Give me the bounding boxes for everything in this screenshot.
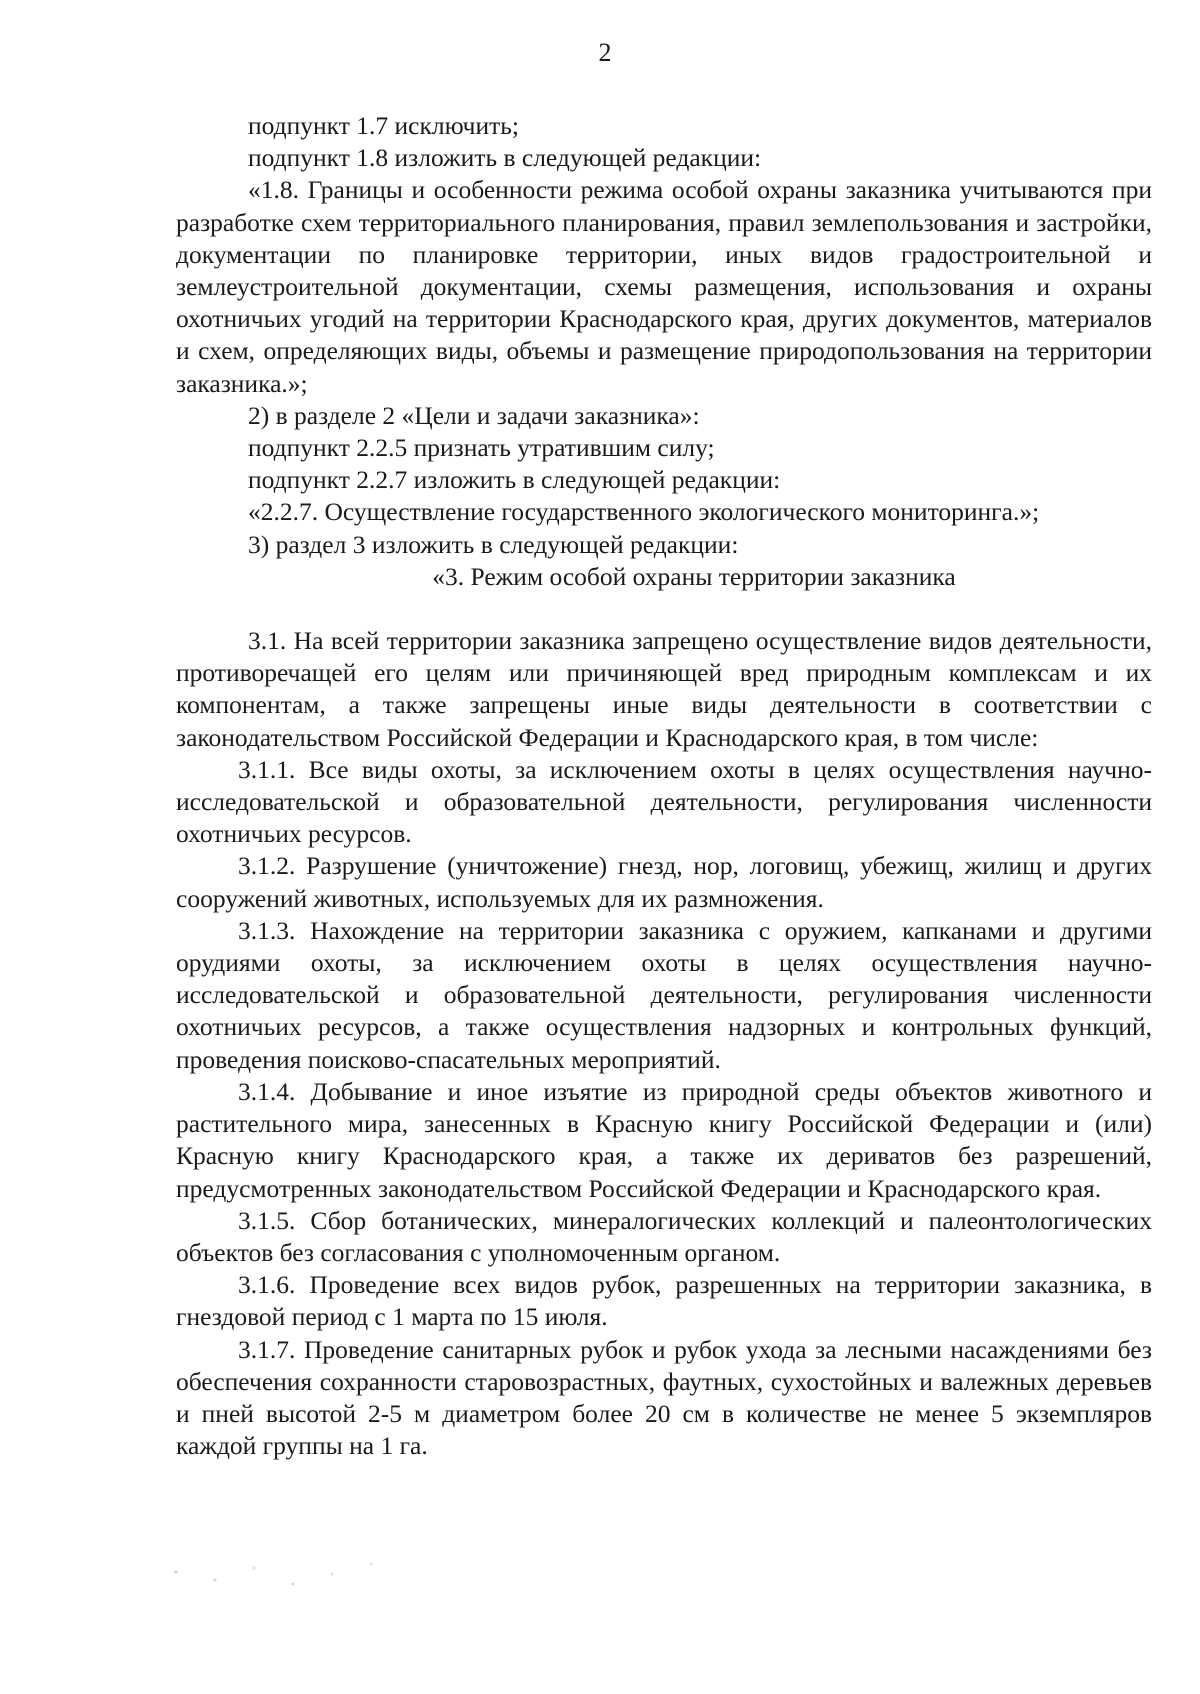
- paragraph-3-1: 3.1. На всей территории заказника запрещено осуществление видов деятельности, противоречащей его целям или причиняющей вред природным комплексам и их компонентам, а также запрещены иные виды деятельности в соответствии с законодательством Российской Федерации и Краснодарского края, в том числе:: [176, 626, 1152, 752]
- paragraph-1-8-intro: подпункт 1.8 изложить в следующей редакции:: [248, 143, 762, 173]
- scan-noise: [150, 1556, 410, 1596]
- paragraph-2-2-7-text: «2.2.7. Осуществление государственного экологического мониторинга.»;: [248, 497, 1040, 527]
- paragraph-3-1-2: 3.1.2. Разрушение (уничтожение) гнезд, нор, логовищ, убежищ, жилищ и других сооружений животных, используемых для их размножения.: [176, 851, 1152, 913]
- paragraph-2-2-7-intro: подпункт 2.2.7 изложить в следующей редакции:: [248, 465, 781, 495]
- section-3-heading: «3. Режим особой охраны территории заказника: [432, 561, 956, 591]
- paragraph-section-3-intro: 3) раздел 3 изложить в следующей редакции:: [248, 529, 739, 559]
- paragraph-3-1-1: 3.1.1. Все виды охоты, за исключением охоты в целях осуществления научно-исследовательской и образовательной деятельности, регулирования численности охотничьих ресурсов.: [176, 754, 1152, 849]
- paragraph-3-1-7: 3.1.7. Проведение санитарных рубок и рубок ухода за лесными насаждениями без обеспечения сохранности старовозрастных, фаутных, сухостойных и валежных деревьев и пней высотой 2-5 м диаметром более 20 см в количестве не менее 5 экземпляров каждой группы на 1 га.: [176, 1334, 1152, 1461]
- paragraph-1-7: подпункт 1.7 исключить;: [248, 111, 519, 140]
- page-number: 2: [598, 38, 612, 67]
- paragraph-1-8-text: «1.8. Границы и особенности режима особой охраны заказника учитываются при разработке схем территориального планирования, правил землепользования и застройки, документации по планировке территории, иных видов градостроительной и землеустроительной документации, схемы размещения, использования и охраны охотничьих угодий на территории Краснодарского края, других документов, материалов и схем, определяющих виды, объемы и размещение природопользования на территории заказника.»;: [176, 175, 1152, 398]
- paragraph-3-1-3: 3.1.3. Нахождение на территории заказника с оружием, капканами и другими орудиями охоты, за исключением охоты в целях осуществления научно-исследовательской и образовательной деятельности, регулирования численности охотничьих ресурсов, а также осуществления надзорных и контрольных функций, проведения поисково-спасательных мероприятий.: [176, 915, 1152, 1074]
- paragraph-section-2: 2) в разделе 2 «Цели и задачи заказника»:: [248, 400, 700, 430]
- paragraph-3-1-6: 3.1.6. Проведение всех видов рубок, разрешенных на территории заказника, в гнездовой период с 1 марта по 15 июля.: [176, 1270, 1152, 1332]
- document-body: [176, 110, 1152, 1462]
- paragraph-3-1-5: 3.1.5. Сбор ботанических, минералогических коллекций и палеонтологических объектов без согласования с уполномоченным органом.: [176, 1205, 1152, 1267]
- paragraph-3-1-4: 3.1.4. Добывание и иное изъятие из природной среды объектов животного и растительного мира, занесенных в Красную книгу Российской Федерации и (или) Красную книгу Краснодарского края, а также их дериватов без разрешений, предусмотренных законодательством Российской Федерации и Краснодарского края.: [176, 1076, 1152, 1203]
- paragraph-2-2-5: подпункт 2.2.5 признать утратившим силу;: [248, 433, 715, 463]
